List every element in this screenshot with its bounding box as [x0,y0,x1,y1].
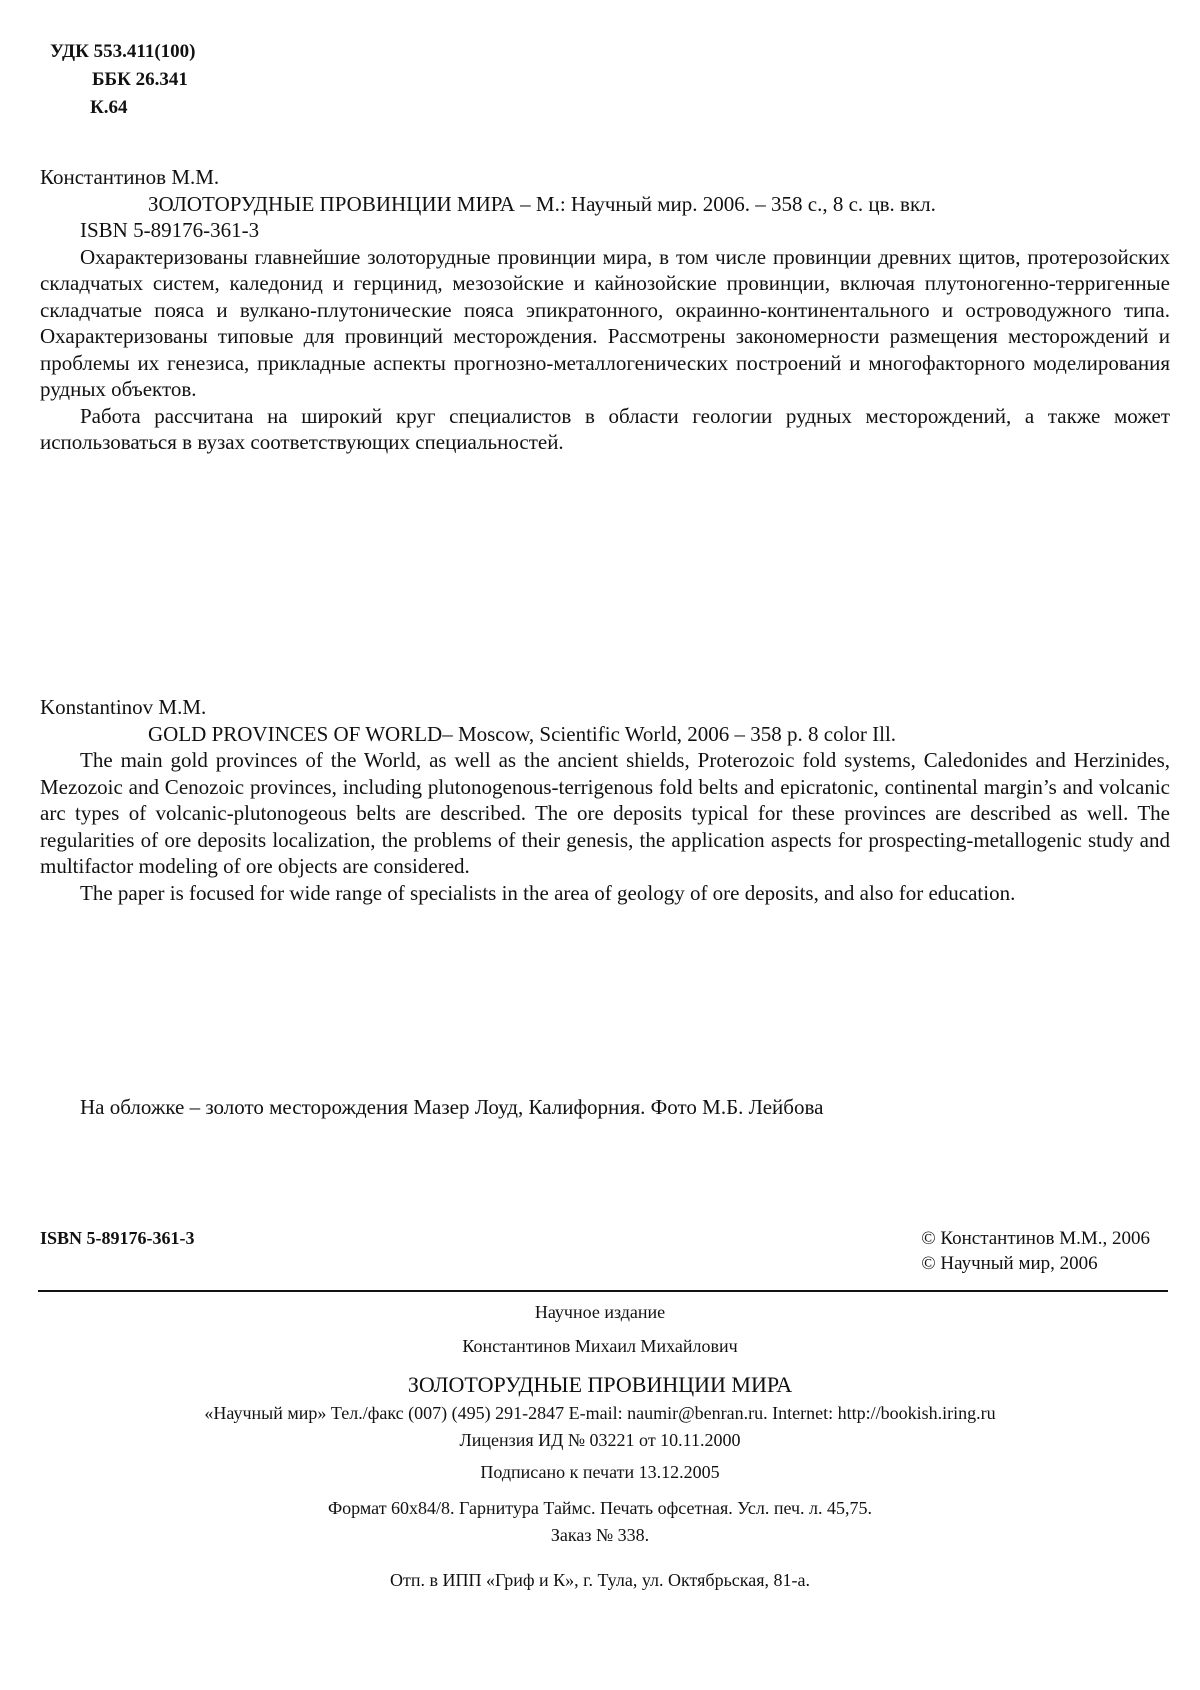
en-citation: GOLD PROVINCES OF WORLD– Moscow, Scientific World, 2006 – 358 p. 8 color Ill. [148,721,897,746]
en-author: Konstantinov M.M. [40,695,207,719]
russian-annotation [40,164,1170,456]
license-line: Лицензия ИД № 03221 от 10.11.2000 [459,1430,741,1450]
ru-audience: Работа рассчитана на широкий круг специалистов в области геологии рудных месторождений, а также может использоваться в вузах соответствующих специальностей. [40,403,1170,454]
ru-author: Константинов М.М. [40,165,220,189]
copyright-author: © Константинов М.М., 2006 [921,1228,1150,1249]
format-line: Формат 60x84/8. Гарнитура Таймс. Печать офсетная. Усл. печ. л. 45,75. [327,1498,873,1518]
author-full-name: Константинов Михаил Михайлович [462,1336,738,1356]
en-audience: The paper is focused for wide range of specialists in the area of geology of ore deposits, and also for education. [80,880,1016,905]
english-annotation [40,694,1170,906]
signed-to-print: Подписано к печати 13.12.2005 [480,1462,720,1482]
publisher-contacts: «Научный мир» Тел./факс (007) (495) 291-2847 E-mail: naumir@benran.ru. Internet: http://bookish.iring.ru [204,1403,996,1423]
book-title: ЗОЛОТОРУДНЫЕ ПРОВИНЦИИ МИРА [407,1372,793,1397]
udk-code: УДК 553.411(100) [50,41,196,62]
classification-codes [50,38,195,122]
en-abstract: The main gold provinces of the World, as well as the ancient shields, Proterozoic fold systems, Caledonides and Herzinides, Mezozoic and Cenozoic provinces, including plutonogenous-terrigenous fold belts and epicratonic, continental margin’s and volcanic arc types of volcanic-plutonogeous belts are described. The ore deposits typical for these provinces are described as well. The regularities of ore deposits localization, the problems of their genesis, the application aspects for prospecting-metallogenic study and multifactor modeling of ore objects are considered. [40,748,1170,878]
isbn-number: ISBN 5-89176-361-3 [40,1228,195,1248]
author-mark: К.64 [90,97,128,118]
edition-type: Научное издание [534,1302,666,1322]
ru-citation: ЗОЛОТОРУДНЫЕ ПРОВИНЦИИ МИРА – М.: Научный мир. 2006. – 358 с., 8 с. цв. вкл. [148,191,936,216]
cover-photo-note: На обложке – золото месторождения Мазер Лоуд, Калифорния. Фото М.Б. Лейбова [80,1095,824,1119]
copyright-block [921,1226,1150,1276]
copyright-publisher: © Научный мир, 2006 [921,1253,1098,1274]
ru-abstract: Охарактеризованы главнейшие золоторудные провинции мира, в том числе провинции древних щитов, протерозойских складчатых систем, каледонид и герцинид, мезозойские и кайнозойские провинции, включая плутоногенно-терригенные складчатые пояса и вулкано-плутонические пояса эпикратонного, окраинно-континентального и островодужного типа. Охарактеризованы типовые для провинций месторождения. Рассмотрены закономерности размещения месторождений и проблемы их генезиса, прикладные аспекты прогнозно-металлогенических построений и многофакторного моделирования рудных объектов. [40,244,1170,401]
printer-line: Отп. в ИПП «Гриф и К», г. Тула, ул. Октябрьская, 81-а. [389,1570,811,1590]
bbk-code: ББК 26.341 [92,69,188,90]
ru-isbn: ISBN 5-89176-361-3 [80,218,260,242]
divider-rule [38,1290,1168,1292]
order-number: Заказ № 338. [550,1525,650,1545]
